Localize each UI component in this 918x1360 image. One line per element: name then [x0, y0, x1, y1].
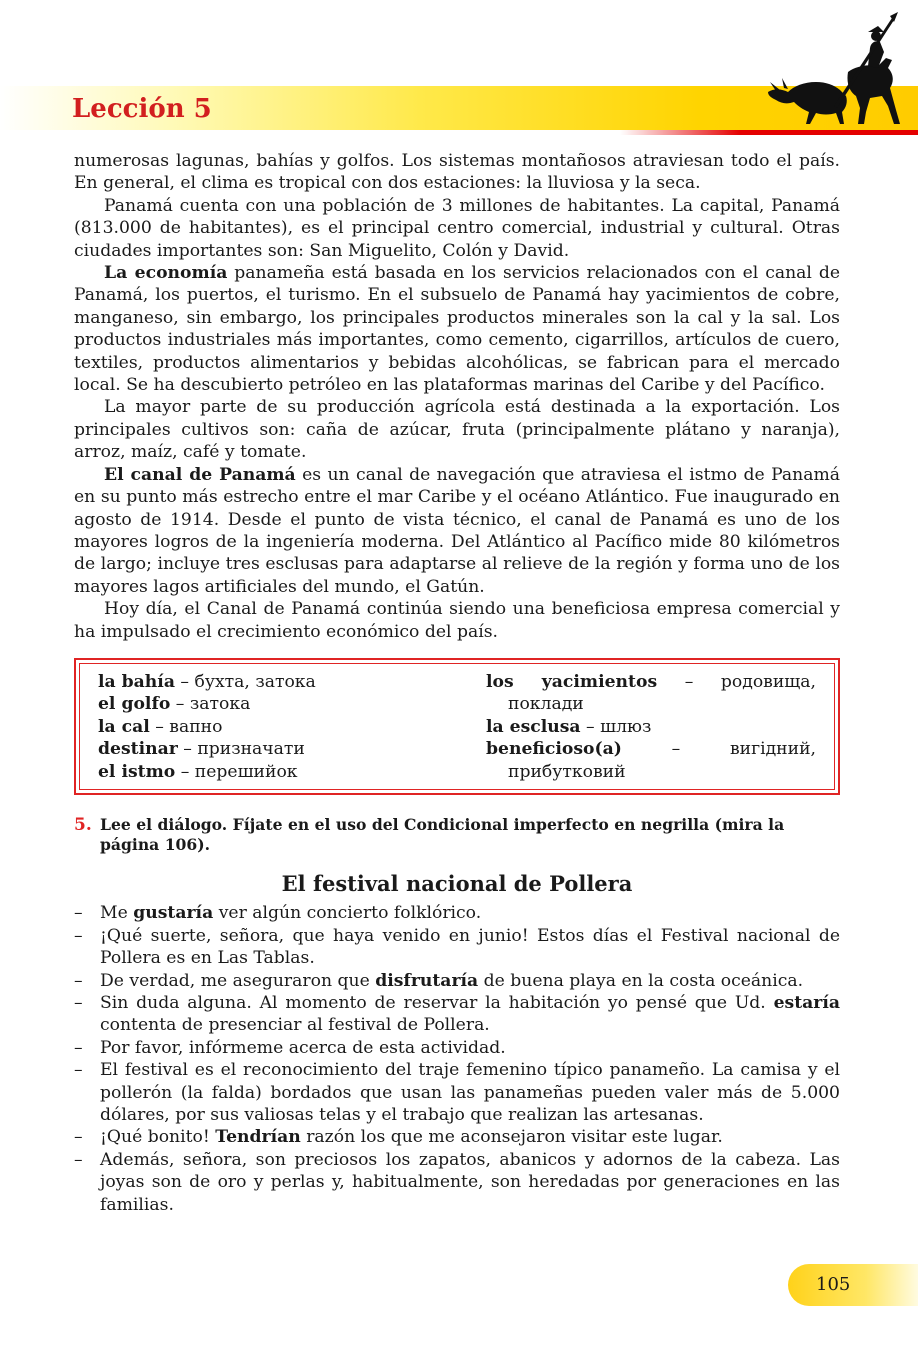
dialog-line: – ¡Qué suerte, señora, que haya venido en junio! Estos días el Festival nacional de Pollera es en Las Tablas.	[74, 925, 840, 969]
vocab-item: la bahía – бухта, затока	[98, 671, 316, 692]
vocab-item: la esclusa – шлюз	[486, 716, 652, 737]
vocab-item: los yacimientos – родовища, поклади	[486, 671, 816, 715]
vocabulary-column-left	[98, 671, 428, 783]
dialog-line: – Además, señora, son preciosos los zapatos, abanicos y adornos de la cabeza. Las joyas son de oro y perlas y, habitualmente, son heredadas por generaciones en las familias.	[74, 1149, 840, 1215]
dialog-line: – Por favor, infórmeme acerca de esta actividad.	[74, 1037, 506, 1058]
paragraph-economy	[74, 262, 840, 396]
bullfighter-logo-icon	[760, 12, 918, 130]
vocab-item: beneficioso(a) – вигідний, прибутковий	[486, 739, 816, 782]
paragraph-agriculture: La mayor parte de su producción agrícola está destinada a la exportación. Los principales cultivos son: caña de azúcar, fruta (principalmente plátano y naranja), arroz, maíz, café y tomate.	[74, 397, 840, 463]
canal-heading: El canal de Panamá	[104, 464, 296, 485]
dialog-line: – ¡Qué bonito! Tendrían razón los que me aconsejaron visitar este lugar.	[74, 1127, 723, 1148]
economy-heading: La economía	[104, 263, 228, 284]
exercise-number: 5.	[74, 814, 92, 835]
exercise-text: Lee el diálogo. Fíjate en el uso del Condicional imperfecto en negrilla (mira la página 106).	[100, 814, 785, 854]
paragraph-geography: numerosas lagunas, bahías y golfos. Los sistemas montañosos atraviesan todo el país. En general, el clima es tropical con dos estaciones: la lluviosa y la seca.	[74, 151, 840, 194]
dialog-line: – De verdad, me aseguraron que disfrutaría de buena playa en la costa oceánica.	[74, 970, 804, 991]
page-number: 105	[788, 1264, 918, 1306]
canal-text: es un canal de navegación que atraviesa el istmo de Panamá en su punto más estrecho entre el mar Caribe y el océano Atlántico. Fue inaugurado en agosto de 1914. Desde el punto de vista técnico, el canal de Panamá es uno de los mayores logros de la ingeniería moderna. Del Atlántico al Pacífico mide 80 kilómetros de largo; incluye tres esclusas para adaptarse al relieve de la región y forma uno de los mayores lagos artificiales del mundo, el Gatún.	[74, 464, 840, 597]
dialog-list	[74, 902, 840, 1216]
exercise-instruction	[74, 815, 840, 855]
main-content	[74, 150, 840, 1216]
dialog-title: El festival nacional de Pollera	[281, 870, 633, 896]
vocab-item: el istmo – перешийок	[98, 761, 298, 782]
lesson-title: Lección 5	[72, 94, 212, 124]
vocab-item: destinar – призначати	[98, 739, 305, 760]
dialog-line: – Sin duda alguna. Al momento de reservar la habitación yo pensé que Ud. estaría contenta de presenciar al festival de Pollera.	[74, 993, 840, 1036]
paragraph-today: Hoy día, el Canal de Panamá continúa siendo una beneficiosa empresa comercial y ha impulsado el crecimiento económico del país.	[74, 599, 840, 642]
paragraph-canal	[74, 464, 840, 598]
header-red-stripe	[620, 130, 918, 135]
vocabulary-box	[74, 658, 840, 795]
economy-text: panameña está basada en los servicios relacionados con el canal de Panamá, los puertos, el turismo. En el subsuelo de Panamá hay yacimientos de cobre, manganeso, sin embargo, los principales productos minerales son la cal y la sal. Los productos industriales más importantes, como cemento, cigarrillos, artículos de cuero, textiles, productos alimentarios y bebidas alcohólicas, se fabrican para el mercado local. Se ha descubierto petróleo en las plataformas marinas del Caribe y del Pacífico.	[74, 263, 840, 396]
dialog-line: – El festival es el reconocimiento del traje femenino típico panameño. La camisa y el pollerón (la falda) bordados que usan las panameñas pueden valer más de 5.000 dólares, por sus valiosas telas y el trabajo que realizan las artesanas.	[74, 1060, 840, 1126]
dialog-line: – Me gustaría ver algún concierto folklórico.	[74, 903, 482, 924]
paragraph-population: Panamá cuenta con una población de 3 millones de habitantes. La capital, Panamá (813.000 de habitantes), es el principal centro comercial, industrial y cultural. Otras ciudades importantes son: San Miguelito, Colón y David.	[74, 195, 840, 261]
vocab-item: la cal – вапно	[98, 716, 223, 737]
vocabulary-column-right	[486, 671, 816, 783]
vocab-item: el golfo – затока	[98, 694, 251, 715]
